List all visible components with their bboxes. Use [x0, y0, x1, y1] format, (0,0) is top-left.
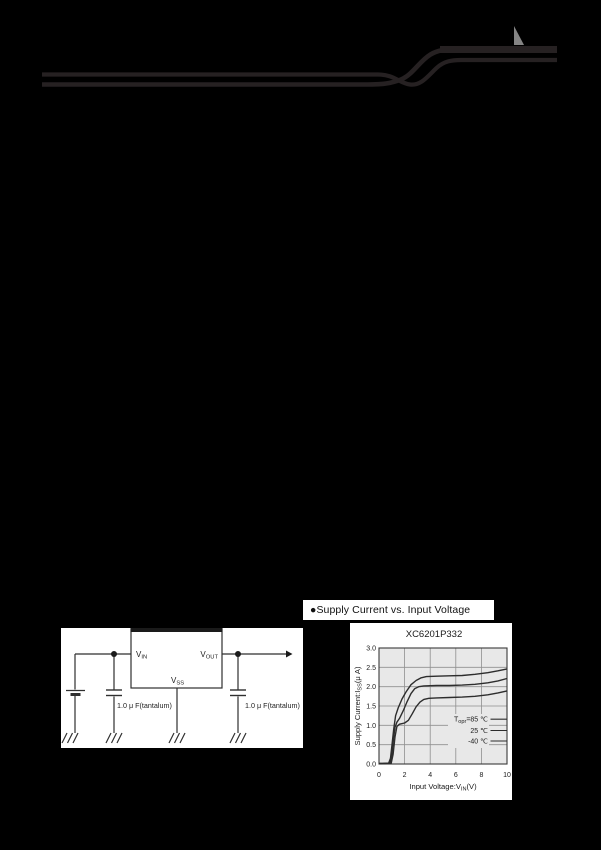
typical-application-circuit-panel [61, 628, 303, 748]
swoosh-line-upper-left [42, 60, 557, 85]
y-tick-label: 2.0 [366, 684, 376, 692]
x-axis-title: Input Voltage:VIN(V) [409, 782, 477, 793]
x-tick-label: 0 [377, 772, 381, 779]
supply-current-vs-input-voltage-chart [350, 623, 512, 800]
y-tick-label: 0.5 [366, 742, 376, 750]
ground-vss [169, 733, 185, 743]
pin-label-vss: VSS [171, 676, 185, 687]
chart-title: XC6201P332 [405, 629, 463, 640]
pin-label-vout: VOUT [200, 650, 218, 661]
input-capacitor-symbol [106, 690, 122, 696]
x-tick-label: 8 [479, 772, 484, 779]
x-tick-label: 6 [453, 772, 458, 779]
ground-input-cap [106, 733, 122, 743]
node-dot-input [111, 651, 117, 657]
y-tick-label: 0.0 [366, 761, 376, 769]
pin-label-vin: VIN [136, 650, 148, 661]
y-tick-label: 1.5 [366, 703, 376, 711]
ground-battery [62, 733, 78, 743]
legend-label: Topr=85 ℃ [453, 716, 488, 725]
x-tick-label: 2 [402, 772, 407, 779]
legend-label: -40 ℃ [468, 738, 488, 746]
output-arrowhead [286, 651, 293, 658]
node-dot-output [235, 651, 241, 657]
ic-top-bar [131, 628, 223, 632]
swoosh-line-lower-left [42, 50, 557, 85]
legend-label: 25 ℃ [470, 728, 488, 735]
ground-output-cap [230, 733, 246, 743]
output-capacitor-symbol [230, 690, 246, 696]
section-title: ●Supply Current vs. Input Voltage [310, 604, 471, 616]
y-tick-label: 2.5 [366, 664, 376, 672]
y-axis-title: Supply Current:ISS(μ A) [353, 666, 364, 746]
battery-symbol [66, 691, 85, 695]
x-tick-label: 4 [428, 772, 433, 779]
output-cap-label: 1.0 μ F(tantalum) [245, 701, 300, 710]
supply-current-chart-panel [350, 623, 512, 800]
header-swoosh-graphic [0, 0, 601, 130]
section-header-bar [303, 600, 494, 620]
y-tick-label: 3.0 [366, 645, 376, 653]
circuit-diagram [61, 628, 303, 748]
corner-triangle [514, 26, 524, 45]
input-cap-label: 1.0 μ F(tantalum) [117, 701, 172, 710]
x-tick-label: 10 [503, 772, 511, 779]
y-tick-label: 1.0 [366, 722, 376, 730]
ground-symbols [62, 733, 246, 743]
